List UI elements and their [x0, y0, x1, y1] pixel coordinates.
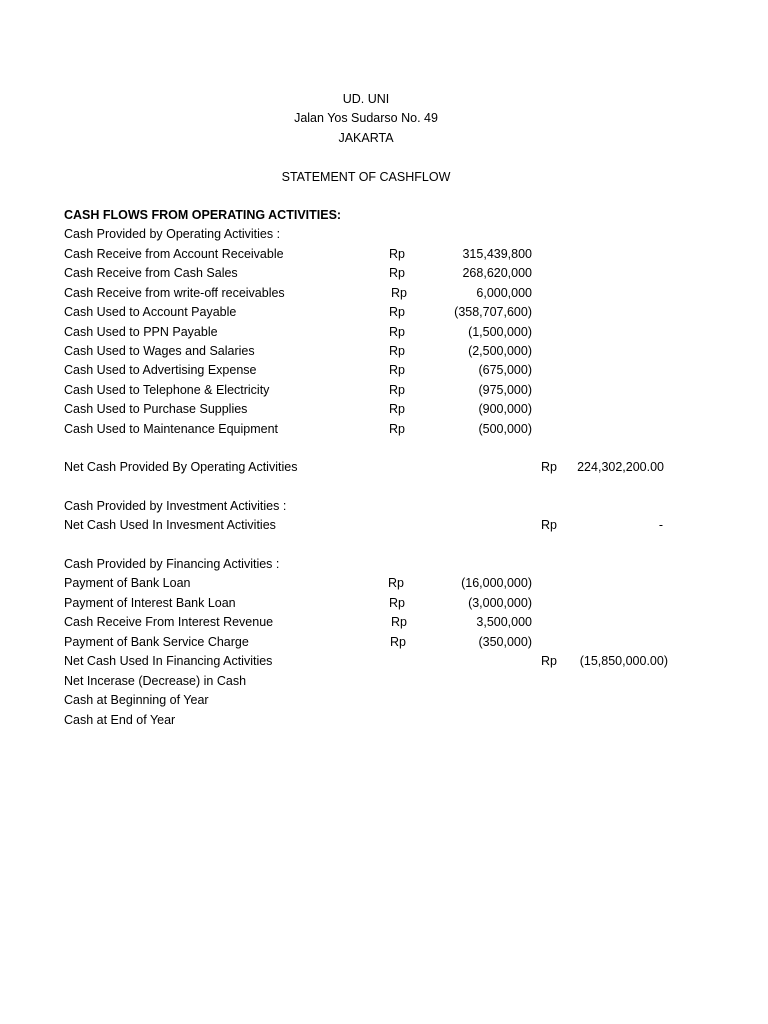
- currency-label: Rp: [390, 635, 406, 649]
- currency-label: Rp: [389, 402, 405, 416]
- financing-net-label: Net Cash Used In Financing Activities: [64, 654, 273, 668]
- net-increase-row: [64, 674, 684, 692]
- line-item-amount: 6,000,000: [476, 286, 532, 300]
- currency-label: Rp: [389, 383, 405, 397]
- table-row: [64, 576, 684, 594]
- operating-subheading: Cash Provided by Operating Activities :: [64, 227, 281, 241]
- line-item-label: Cash Used to Telephone & Electricity: [64, 383, 270, 397]
- line-item-amount: (975,000): [478, 383, 532, 397]
- line-item-amount: (16,000,000): [461, 576, 532, 590]
- cash-end-row: [64, 713, 684, 731]
- table-row: [64, 344, 684, 362]
- net-increase-label: Net Incerase (Decrease) in Cash: [64, 674, 247, 688]
- company-city: JAKARTA: [338, 131, 394, 145]
- line-item-label: Cash Used to Purchase Supplies: [64, 402, 248, 416]
- table-row: [64, 635, 684, 653]
- cash-end-label: Cash at End of Year: [64, 713, 176, 727]
- table-row: [64, 383, 684, 401]
- operating-subheading-row: [64, 227, 684, 245]
- investment-net-label: Net Cash Used In Invesment Activities: [64, 518, 276, 532]
- table-row: [64, 305, 684, 323]
- line-item-label: Payment of Bank Loan: [64, 576, 191, 590]
- line-item-label: Cash Receive from Account Receivable: [64, 247, 284, 261]
- line-item-label: Payment of Interest Bank Loan: [64, 596, 236, 610]
- operating-net-amount: 224,302,200.00: [577, 460, 664, 474]
- company-name: UD. UNI: [342, 92, 390, 106]
- investment-heading-row: [64, 499, 684, 517]
- financing-net-amount: (15,850,000.00): [579, 654, 668, 668]
- table-row: [64, 247, 684, 265]
- currency-label: Rp: [389, 596, 405, 610]
- line-item-amount: (500,000): [478, 422, 532, 436]
- company-address: Jalan Yos Sudarso No. 49: [294, 111, 438, 125]
- financing-net-row: [64, 654, 684, 672]
- financing-net-currency: Rp: [541, 654, 557, 668]
- line-item-label: Cash Receive From Interest Revenue: [64, 615, 274, 629]
- currency-label: Rp: [391, 615, 407, 629]
- currency-label: Rp: [389, 266, 405, 280]
- table-row: [64, 286, 684, 304]
- currency-label: Rp: [389, 325, 405, 339]
- line-item-amount: (3,000,000): [468, 596, 532, 610]
- line-item-label: Payment of Bank Service Charge: [64, 635, 249, 649]
- line-item-label: Cash Used to Account Payable: [64, 305, 237, 319]
- line-item-label: Cash Used to Advertising Expense: [64, 363, 257, 377]
- table-row: [64, 596, 684, 614]
- line-item-amount: (2,500,000): [468, 344, 532, 358]
- investment-net-currency: Rp: [541, 518, 557, 532]
- investment-net-amount: -: [658, 518, 663, 532]
- currency-label: Rp: [389, 305, 405, 319]
- financing-heading-row: [64, 557, 684, 575]
- line-item-label: Cash Receive from Cash Sales: [64, 266, 238, 280]
- operating-net-currency: Rp: [541, 460, 557, 474]
- line-item-amount: (675,000): [478, 363, 532, 377]
- cash-beginning-row: [64, 693, 684, 711]
- operating-net-row: [64, 460, 684, 478]
- line-item-amount: (350,000): [478, 635, 532, 649]
- table-row: [64, 422, 684, 440]
- line-item-amount: (1,500,000): [468, 325, 532, 339]
- operating-net-label: Net Cash Provided By Operating Activities: [64, 460, 298, 474]
- currency-label: Rp: [391, 286, 407, 300]
- operating-heading-row: [64, 208, 684, 226]
- line-item-amount: 268,620,000: [462, 266, 532, 280]
- investment-net-row: [64, 518, 684, 536]
- line-item-amount: 315,439,800: [462, 247, 532, 261]
- line-item-amount: 3,500,000: [476, 615, 532, 629]
- line-item-amount: (358,707,600): [454, 305, 532, 319]
- currency-label: Rp: [389, 247, 405, 261]
- currency-label: Rp: [388, 576, 404, 590]
- currency-label: Rp: [389, 344, 405, 358]
- line-item-label: Cash Used to PPN Payable: [64, 325, 218, 339]
- line-item-label: Cash Used to Maintenance Equipment: [64, 422, 279, 436]
- line-item-label: Cash Receive from write-off receivables: [64, 286, 285, 300]
- operating-heading: CASH FLOWS FROM OPERATING ACTIVITIES:: [64, 208, 342, 222]
- table-row: [64, 615, 684, 633]
- statement-title: STATEMENT OF CASHFLOW: [281, 170, 451, 184]
- table-row: [64, 402, 684, 420]
- currency-label: Rp: [389, 363, 405, 377]
- table-row: [64, 325, 684, 343]
- cash-beginning-label: Cash at Beginning of Year: [64, 693, 209, 707]
- line-item-label: Cash Used to Wages and Salaries: [64, 344, 255, 358]
- table-row: [64, 266, 684, 284]
- financing-heading: Cash Provided by Financing Activities :: [64, 557, 280, 571]
- investment-heading: Cash Provided by Investment Activities :: [64, 499, 287, 513]
- line-item-amount: (900,000): [478, 402, 532, 416]
- table-row: [64, 363, 684, 381]
- currency-label: Rp: [389, 422, 405, 436]
